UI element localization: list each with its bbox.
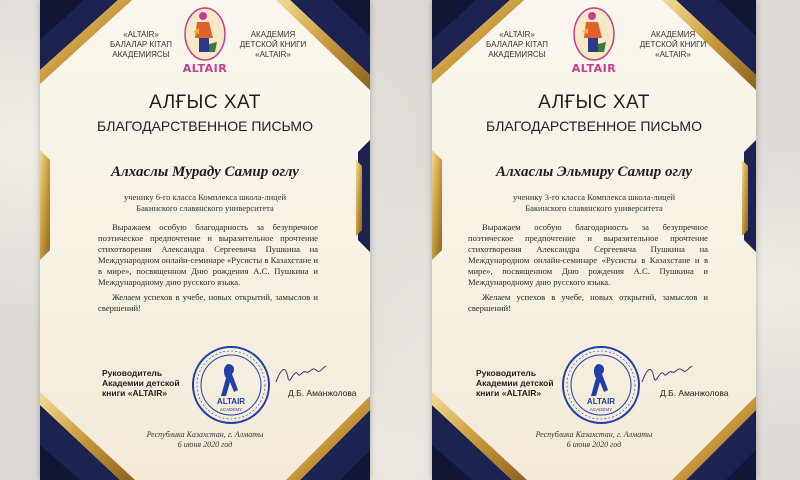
student-info: ученику 6-го класса Комплекса школа-лицей Бакинского славянского университета <box>123 192 287 213</box>
wishes-text: Желаем успехов в учебе, новых открытий, замыслов и свершений! <box>468 292 708 313</box>
signatory-name: Д.Б. Аманжолова <box>288 388 357 398</box>
recipient-name: Алхаслы Эльмиру Самир оглу <box>495 164 693 180</box>
svg-text:ACADEMY: ACADEMY <box>219 407 243 412</box>
student-info: ученику 3-го класса Комплекса школа-лицей Бакинского славянского университета <box>512 192 676 213</box>
altair-logo-icon <box>568 4 620 64</box>
svg-text:ACADEMY: ACADEMY <box>589 407 613 412</box>
title-kazakh: АЛҒЫС ХАТ <box>538 92 650 113</box>
signatory-title: Руководитель Академии детской книги «ALTAIR» <box>476 368 554 398</box>
org-name-kazakh: «ALTAIR» БАЛАЛАР КІТАП АКАДЕМИЯСЫ <box>486 30 548 59</box>
certificate-left <box>40 0 370 480</box>
signatory-name: Д.Б. Аманжолова <box>660 388 729 398</box>
wishes-text: Желаем успехов в учебе, новых открытий, замыслов и свершений! <box>98 292 318 313</box>
altair-logo: ALTAIR <box>564 4 624 82</box>
official-seal-stamp <box>560 344 642 426</box>
org-name-russian: АКАДЕМИЯ ДЕТСКОЙ КНИГИ «ALTAIR» <box>239 30 307 59</box>
gratitude-text: Выражаем особую благодарность за безупречное поэтическое предпочтение и выразительное прочтение стихотворения Александра Сергеевича Пушкина на Международном онлайн-семинаре «Русисты в Казахстане и в мире», посвященном Дню рождения А.С. Пушкина и Международному дню русского языка. <box>468 222 708 287</box>
handwritten-signature <box>638 360 694 388</box>
place-and-date: Республика Казахстан, г. Алматы 6 июня 2020 год <box>146 430 264 449</box>
svg-text:ALTAIR: ALTAIR <box>216 397 246 406</box>
svg-text:ALTAIR: ALTAIR <box>586 397 616 406</box>
official-seal-stamp <box>190 344 272 426</box>
org-name-russian: АКАДЕМИЯ ДЕТСКОЙ КНИГИ «ALTAIR» <box>639 30 707 59</box>
altair-logo-icon <box>179 4 231 64</box>
title-russian: БЛАГОДАРСТВЕННОЕ ПИСЬМО <box>97 118 313 134</box>
org-name-kazakh: «ALTAIR» БАЛАЛАР КІТАП АКАДЕМИЯСЫ <box>110 30 172 59</box>
gratitude-text: Выражаем особую благодарность за безупречное поэтическое предпочтение и выразительное прочтение стихотворения Александра Сергеевича Пушкина на Международном онлайн-семинаре «Русисты в Казахстане и в мире», посвященном Дню рождения А.С. Пушкина и Международному дню русского языка. <box>98 222 318 287</box>
altair-logo: ALTAIR <box>175 4 235 82</box>
signatory-title: Руководитель Академии детской книги «ALTAIR» <box>102 368 180 398</box>
place-and-date: Республика Казахстан, г. Алматы 6 июня 2020 год <box>535 430 653 449</box>
recipient-name: Алхаслы Мураду Самир оглу <box>111 164 299 180</box>
certificate-right <box>432 0 756 480</box>
title-kazakh: АЛҒЫС ХАТ <box>149 92 261 113</box>
title-russian: БЛАГОДАРСТВЕННОЕ ПИСЬМО <box>486 118 702 134</box>
handwritten-signature <box>272 360 328 388</box>
